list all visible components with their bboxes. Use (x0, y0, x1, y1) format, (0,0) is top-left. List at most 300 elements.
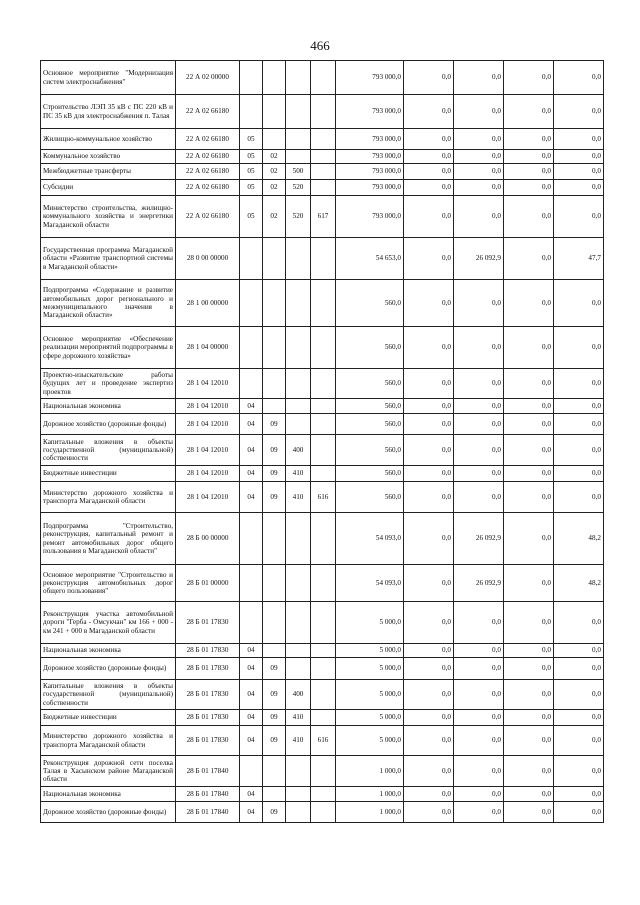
row-subsection (263, 238, 286, 280)
row-subsection: 09 (263, 414, 286, 435)
row-value-4: 47,7 (554, 238, 604, 280)
row-value-3: 0,0 (504, 513, 554, 565)
row-value-4: 0,0 (554, 435, 604, 466)
row-value-1: 0,0 (404, 787, 454, 802)
row-section: 05 (240, 180, 263, 196)
row-subsection: 09 (263, 466, 286, 482)
row-value-2: 0,0 (454, 327, 504, 369)
row-administrator (311, 369, 336, 399)
row-expense-type: 520 (286, 180, 311, 196)
row-total: 1 000,0 (336, 787, 404, 802)
row-value-4: 0,0 (554, 756, 604, 787)
row-subsection: 09 (263, 802, 286, 823)
row-value-2: 0,0 (454, 196, 504, 238)
row-name: Капитальные вложения в объекты государственной (муниципальной) собственности (41, 435, 176, 466)
row-value-3: 0,0 (504, 95, 554, 129)
row-name: Строительство ЛЭП 35 кВ с ПС 220 кВ и ПС 35 кВ для электроснабжения п. Талая (41, 95, 176, 129)
row-value-1: 0,0 (404, 644, 454, 658)
row-section: 05 (240, 196, 263, 238)
row-total: 560,0 (336, 414, 404, 435)
row-name: Коммунальное хозяйство (41, 150, 176, 164)
table-row (41, 756, 604, 787)
row-name: Капитальные вложения в объекты государственной (муниципальной) собственности (41, 680, 176, 710)
row-expense-type (286, 95, 311, 129)
row-value-4: 0,0 (554, 164, 604, 180)
row-value-3: 0,0 (504, 196, 554, 238)
row-code: 28 Б 01 00000 (176, 565, 240, 602)
row-value-1: 0,0 (404, 150, 454, 164)
row-total: 793 000,0 (336, 164, 404, 180)
row-administrator (311, 680, 336, 710)
table-row (41, 164, 604, 180)
row-code: 28 Б 01 17830 (176, 726, 240, 756)
row-value-3: 0,0 (504, 658, 554, 680)
row-section: 04 (240, 399, 263, 414)
row-total: 1 000,0 (336, 756, 404, 787)
row-administrator (311, 61, 336, 95)
row-value-1: 0,0 (404, 466, 454, 482)
row-value-4: 0,0 (554, 680, 604, 710)
row-value-3: 0,0 (504, 602, 554, 644)
row-code: 28 1 04 12010 (176, 369, 240, 399)
row-subsection (263, 399, 286, 414)
row-section (240, 95, 263, 129)
table-row (41, 129, 604, 150)
row-administrator (311, 513, 336, 565)
row-value-1: 0,0 (404, 802, 454, 823)
row-value-2: 0,0 (454, 414, 504, 435)
row-value-1: 0,0 (404, 726, 454, 756)
row-value-2: 0,0 (454, 180, 504, 196)
row-expense-type (286, 280, 311, 327)
row-value-3: 0,0 (504, 280, 554, 327)
row-administrator (311, 435, 336, 466)
row-value-4: 0,0 (554, 710, 604, 726)
row-value-2: 0,0 (454, 787, 504, 802)
row-name: Министерство дорожного хозяйства и транспорта Магаданской области (41, 482, 176, 513)
row-value-1: 0,0 (404, 327, 454, 369)
row-section (240, 756, 263, 787)
row-section (240, 280, 263, 327)
row-value-4: 0,0 (554, 787, 604, 802)
row-section: 04 (240, 680, 263, 710)
row-name: Министерство строительства, жилищно-коммунального хозяйства и энергетики Магаданской области (41, 196, 176, 238)
row-name: Основное мероприятие "Строительство и реконструкция автомобильных дорог общего пользования" (41, 565, 176, 602)
table-row (41, 399, 604, 414)
row-value-3: 0,0 (504, 466, 554, 482)
row-total: 560,0 (336, 369, 404, 399)
row-subsection (263, 565, 286, 602)
row-value-3: 0,0 (504, 238, 554, 280)
row-name: Государственная программа Магаданской области «Развитие транспортной системы в Магаданской области» (41, 238, 176, 280)
row-section: 04 (240, 644, 263, 658)
row-total: 5 000,0 (336, 602, 404, 644)
row-total: 54 093,0 (336, 513, 404, 565)
row-value-2: 0,0 (454, 150, 504, 164)
row-value-2: 26 092,9 (454, 238, 504, 280)
row-code: 28 0 00 00000 (176, 238, 240, 280)
row-value-1: 0,0 (404, 61, 454, 95)
row-subsection (263, 787, 286, 802)
row-administrator (311, 787, 336, 802)
row-expense-type (286, 756, 311, 787)
row-administrator: 617 (311, 196, 336, 238)
row-subsection (263, 61, 286, 95)
row-value-2: 0,0 (454, 280, 504, 327)
row-subsection (263, 327, 286, 369)
row-value-3: 0,0 (504, 164, 554, 180)
row-total: 793 000,0 (336, 61, 404, 95)
row-expense-type: 400 (286, 680, 311, 710)
row-value-3: 0,0 (504, 180, 554, 196)
row-value-4: 0,0 (554, 658, 604, 680)
table-row (41, 482, 604, 513)
row-total: 793 000,0 (336, 95, 404, 129)
row-name: Бюджетные инвестиции (41, 466, 176, 482)
table-row (41, 565, 604, 602)
row-subsection: 09 (263, 482, 286, 513)
table-row (41, 150, 604, 164)
row-code: 22 А 02 66180 (176, 95, 240, 129)
row-expense-type (286, 399, 311, 414)
row-value-4: 0,0 (554, 369, 604, 399)
row-value-3: 0,0 (504, 565, 554, 602)
row-value-2: 0,0 (454, 435, 504, 466)
row-code: 28 Б 01 17830 (176, 680, 240, 710)
row-name: Подпрограмма «Содержание и развитие автомобильных дорог регионального и межмуниципального значения в Магаданской области» (41, 280, 176, 327)
row-total: 560,0 (336, 399, 404, 414)
table-row (41, 61, 604, 95)
row-total: 54 653,0 (336, 238, 404, 280)
row-code: 28 Б 01 17840 (176, 756, 240, 787)
row-total: 560,0 (336, 280, 404, 327)
row-code: 28 1 00 00000 (176, 280, 240, 327)
row-value-3: 0,0 (504, 680, 554, 710)
row-expense-type: 410 (286, 466, 311, 482)
row-section (240, 327, 263, 369)
row-value-1: 0,0 (404, 280, 454, 327)
row-expense-type (286, 327, 311, 369)
row-code: 22 А 02 66180 (176, 164, 240, 180)
row-value-4: 0,0 (554, 129, 604, 150)
row-section: 05 (240, 129, 263, 150)
row-value-1: 0,0 (404, 399, 454, 414)
row-section: 04 (240, 466, 263, 482)
row-administrator (311, 164, 336, 180)
row-value-3: 0,0 (504, 756, 554, 787)
row-subsection: 09 (263, 710, 286, 726)
row-value-1: 0,0 (404, 238, 454, 280)
row-code: 28 1 04 12010 (176, 414, 240, 435)
row-code: 28 Б 01 17840 (176, 802, 240, 823)
row-expense-type (286, 787, 311, 802)
row-value-3: 0,0 (504, 644, 554, 658)
row-value-2: 0,0 (454, 680, 504, 710)
row-section (240, 61, 263, 95)
row-value-4: 0,0 (554, 327, 604, 369)
table-row (41, 280, 604, 327)
row-value-2: 26 092,9 (454, 565, 504, 602)
row-value-3: 0,0 (504, 414, 554, 435)
row-total: 5 000,0 (336, 658, 404, 680)
row-subsection (263, 129, 286, 150)
row-code: 22 А 02 66180 (176, 150, 240, 164)
row-value-2: 0,0 (454, 710, 504, 726)
row-expense-type (286, 565, 311, 602)
row-expense-type: 400 (286, 435, 311, 466)
row-name: Субсидии (41, 180, 176, 196)
row-code: 22 А 02 66180 (176, 196, 240, 238)
table-row (41, 802, 604, 823)
table-row (41, 369, 604, 399)
row-value-1: 0,0 (404, 602, 454, 644)
row-total: 5 000,0 (336, 644, 404, 658)
row-value-2: 0,0 (454, 658, 504, 680)
row-administrator (311, 238, 336, 280)
row-value-4: 0,0 (554, 726, 604, 756)
row-value-4: 0,0 (554, 180, 604, 196)
table-row (41, 513, 604, 565)
row-code: 22 А 02 00000 (176, 61, 240, 95)
row-expense-type (286, 414, 311, 435)
row-subsection: 09 (263, 658, 286, 680)
row-total: 5 000,0 (336, 710, 404, 726)
row-value-4: 0,0 (554, 602, 604, 644)
table-row (41, 196, 604, 238)
row-expense-type (286, 802, 311, 823)
row-section (240, 238, 263, 280)
row-value-3: 0,0 (504, 327, 554, 369)
row-code: 28 Б 01 17830 (176, 644, 240, 658)
row-name: Реконструкция дорожной сети поселка Талая в Хасынском районе Магаданской области (41, 756, 176, 787)
row-total: 560,0 (336, 435, 404, 466)
row-name: Жилищно-коммунальное хозяйство (41, 129, 176, 150)
table-row (41, 238, 604, 280)
row-value-1: 0,0 (404, 196, 454, 238)
row-expense-type (286, 61, 311, 95)
row-administrator (311, 756, 336, 787)
row-expense-type: 500 (286, 164, 311, 180)
row-expense-type (286, 238, 311, 280)
row-administrator (311, 565, 336, 602)
table-row (41, 787, 604, 802)
row-section: 05 (240, 164, 263, 180)
budget-table (40, 60, 604, 823)
table-row (41, 95, 604, 129)
row-administrator: 616 (311, 726, 336, 756)
row-value-2: 0,0 (454, 644, 504, 658)
row-value-1: 0,0 (404, 369, 454, 399)
row-value-1: 0,0 (404, 129, 454, 150)
row-total: 793 000,0 (336, 150, 404, 164)
row-code: 22 А 02 66180 (176, 129, 240, 150)
row-code: 28 1 04 12010 (176, 399, 240, 414)
row-value-1: 0,0 (404, 680, 454, 710)
row-section: 04 (240, 435, 263, 466)
row-value-2: 0,0 (454, 802, 504, 823)
row-name: Проектно-изыскательские работы будущих лет и проведение экспертиз проектов (41, 369, 176, 399)
row-value-4: 48,2 (554, 565, 604, 602)
row-value-1: 0,0 (404, 658, 454, 680)
row-administrator (311, 710, 336, 726)
row-subsection: 02 (263, 180, 286, 196)
row-value-3: 0,0 (504, 129, 554, 150)
row-name: Дорожное хозяйство (дорожные фонды) (41, 414, 176, 435)
row-name: Национальная экономика (41, 399, 176, 414)
row-value-2: 0,0 (454, 482, 504, 513)
row-expense-type: 410 (286, 726, 311, 756)
row-name: Дорожное хозяйство (дорожные фонды) (41, 658, 176, 680)
row-subsection: 09 (263, 726, 286, 756)
table-row (41, 658, 604, 680)
row-section: 04 (240, 787, 263, 802)
row-code: 28 1 04 12010 (176, 482, 240, 513)
row-value-2: 0,0 (454, 466, 504, 482)
row-value-2: 26 092,9 (454, 513, 504, 565)
row-administrator: 616 (311, 482, 336, 513)
row-administrator (311, 129, 336, 150)
row-section: 04 (240, 482, 263, 513)
row-total: 560,0 (336, 327, 404, 369)
row-name: Реконструкция участка автомобильной дороги "Герба - Омсукчан" км 166 + 000 - км 241 + 000 в Магаданской области (41, 602, 176, 644)
row-administrator (311, 180, 336, 196)
row-value-2: 0,0 (454, 602, 504, 644)
row-administrator (311, 327, 336, 369)
row-administrator (311, 602, 336, 644)
row-expense-type (286, 644, 311, 658)
row-value-1: 0,0 (404, 565, 454, 602)
row-subsection (263, 602, 286, 644)
row-value-4: 0,0 (554, 644, 604, 658)
row-value-1: 0,0 (404, 513, 454, 565)
row-subsection: 09 (263, 680, 286, 710)
row-administrator (311, 95, 336, 129)
row-value-2: 0,0 (454, 129, 504, 150)
row-value-2: 0,0 (454, 399, 504, 414)
row-value-2: 0,0 (454, 95, 504, 129)
row-value-4: 0,0 (554, 150, 604, 164)
row-value-2: 0,0 (454, 164, 504, 180)
row-name: Дорожное хозяйство (дорожные фонды) (41, 802, 176, 823)
row-section: 04 (240, 658, 263, 680)
row-subsection (263, 95, 286, 129)
row-value-4: 0,0 (554, 802, 604, 823)
row-name: Подпрограмма "Строительство, реконструкция, капитальный ремонт и ремонт автомобильных дорог общего пользования в Магаданской области" (41, 513, 176, 565)
row-value-4: 0,0 (554, 399, 604, 414)
row-value-4: 48,2 (554, 513, 604, 565)
row-value-3: 0,0 (504, 399, 554, 414)
row-section: 04 (240, 802, 263, 823)
row-value-3: 0,0 (504, 710, 554, 726)
row-value-1: 0,0 (404, 435, 454, 466)
table-row (41, 710, 604, 726)
table-row (41, 180, 604, 196)
row-total: 793 000,0 (336, 180, 404, 196)
row-total: 793 000,0 (336, 129, 404, 150)
row-name: Межбюджетные трансферты (41, 164, 176, 180)
table-row (41, 680, 604, 710)
row-expense-type: 410 (286, 710, 311, 726)
row-code: 28 Б 01 17840 (176, 787, 240, 802)
row-total: 793 000,0 (336, 196, 404, 238)
row-value-3: 0,0 (504, 482, 554, 513)
row-name: Основное мероприятие "Модернизация систем электроснабжения" (41, 61, 176, 95)
row-value-4: 0,0 (554, 196, 604, 238)
row-value-2: 0,0 (454, 726, 504, 756)
row-name: Национальная экономика (41, 787, 176, 802)
row-expense-type (286, 658, 311, 680)
row-total: 54 093,0 (336, 565, 404, 602)
row-subsection: 02 (263, 150, 286, 164)
row-subsection (263, 756, 286, 787)
row-value-4: 0,0 (554, 95, 604, 129)
table-row (41, 435, 604, 466)
row-value-2: 0,0 (454, 756, 504, 787)
row-value-3: 0,0 (504, 435, 554, 466)
row-value-3: 0,0 (504, 787, 554, 802)
row-code: 28 Б 00 00000 (176, 513, 240, 565)
row-name: Бюджетные инвестиции (41, 710, 176, 726)
row-expense-type (286, 513, 311, 565)
row-section (240, 513, 263, 565)
row-subsection: 02 (263, 196, 286, 238)
row-code: 28 Б 01 17830 (176, 710, 240, 726)
row-section: 04 (240, 710, 263, 726)
row-value-1: 0,0 (404, 95, 454, 129)
row-total: 560,0 (336, 466, 404, 482)
row-value-1: 0,0 (404, 180, 454, 196)
row-expense-type (286, 369, 311, 399)
row-administrator (311, 150, 336, 164)
table-row (41, 726, 604, 756)
table-row (41, 327, 604, 369)
row-expense-type (286, 602, 311, 644)
row-code: 28 Б 01 17830 (176, 602, 240, 644)
row-administrator (311, 658, 336, 680)
row-name: Министерство дорожного хозяйства и транспорта Магаданской области (41, 726, 176, 756)
row-value-1: 0,0 (404, 482, 454, 513)
row-name: Национальная экономика (41, 644, 176, 658)
row-administrator (311, 802, 336, 823)
table-row (41, 466, 604, 482)
row-code: 28 1 04 00000 (176, 327, 240, 369)
row-value-3: 0,0 (504, 61, 554, 95)
row-subsection: 09 (263, 435, 286, 466)
row-section (240, 602, 263, 644)
row-total: 5 000,0 (336, 726, 404, 756)
row-code: 28 Б 01 17830 (176, 658, 240, 680)
row-value-3: 0,0 (504, 726, 554, 756)
row-code: 28 1 04 12010 (176, 435, 240, 466)
row-administrator (311, 280, 336, 327)
row-value-4: 0,0 (554, 414, 604, 435)
row-section: 04 (240, 726, 263, 756)
row-section (240, 369, 263, 399)
row-value-3: 0,0 (504, 369, 554, 399)
row-expense-type: 410 (286, 482, 311, 513)
table-body (41, 61, 604, 823)
row-value-3: 0,0 (504, 802, 554, 823)
row-administrator (311, 466, 336, 482)
row-expense-type (286, 129, 311, 150)
row-value-1: 0,0 (404, 414, 454, 435)
row-administrator (311, 644, 336, 658)
row-expense-type (286, 150, 311, 164)
row-code: 22 А 02 66180 (176, 180, 240, 196)
row-value-3: 0,0 (504, 150, 554, 164)
table-row (41, 644, 604, 658)
row-value-1: 0,0 (404, 756, 454, 787)
